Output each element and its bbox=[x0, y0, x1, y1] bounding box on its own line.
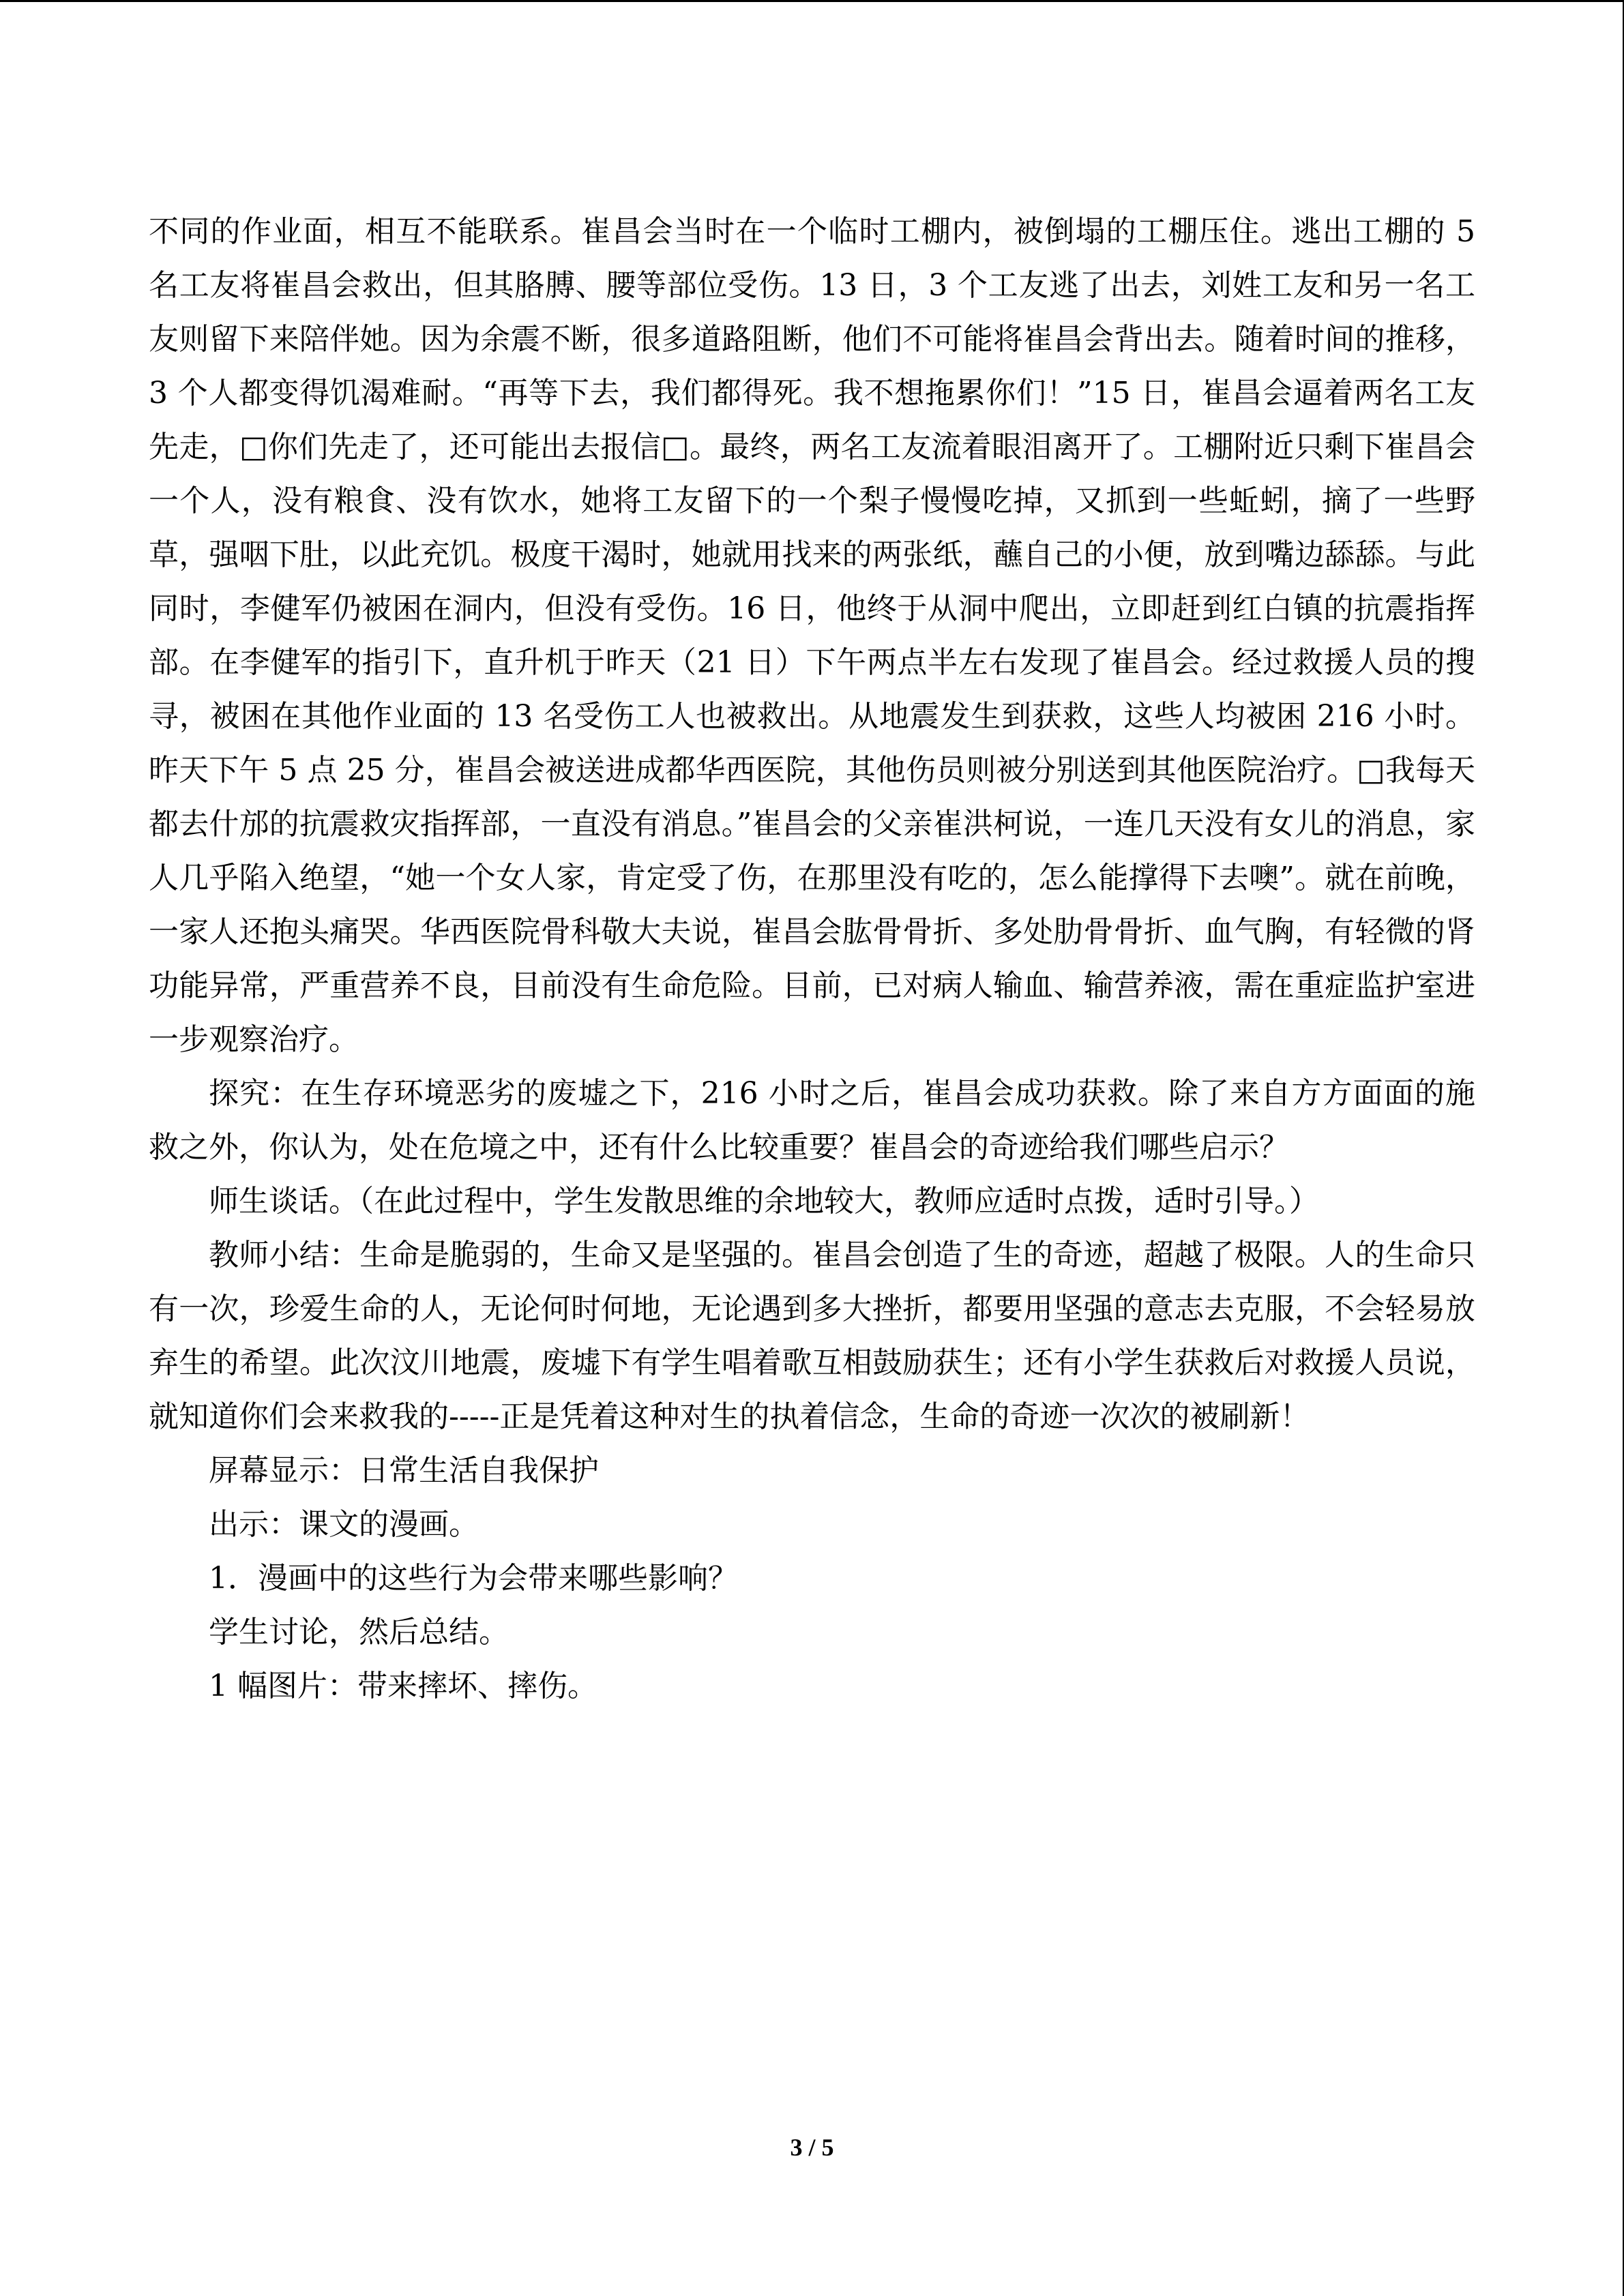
paragraph-question-1: 1．漫画中的这些行为会带来哪些影响？ bbox=[209, 1561, 738, 1596]
paragraph-picture-1: 1 幅图片：带来摔坏、摔伤。 bbox=[209, 1669, 597, 1703]
paragraph-show-comic: 出示：课文的漫画。 bbox=[209, 1507, 479, 1542]
paragraph-screen-display: 屏幕显示：日常生活自我保护 bbox=[209, 1453, 599, 1488]
document-body bbox=[149, 205, 1475, 1713]
paragraph-discussion: 师生谈话。（在此过程中，学生发散思维的余地较大，教师应适时点拨，适时引导。） bbox=[209, 1184, 1319, 1219]
top-border-line bbox=[0, 0, 1624, 2]
paragraph-story: 不同的作业面，相互不能联系。崔昌会当时在一个临时工棚内，被倒塌的工棚压住。逃出工棚的 5 名工友将崔昌会救出，但其胳膊、腰等部位受伤。13 日，3 个工友逃了出去，刘姓工友和另一名工友则留下来陪伴她。因为余震不断，很多道路阻断，他们不可能将崔昌会背出去。随着时间的推移，3 个人都变得饥渴难耐。“再等下去，我们都得死。我不想拖累你们！”15 日，崔昌会逼着两名工友先走，□你们先走了，还可能出去报信□。最终，两名工友流着眼泪离开了。工棚附近只剩下崔昌会一个人，没有粮食、没有饮水，她将工友留下的一个梨子慢慢吃掉，又抓到一些蚯蚓，摘了一些野草，强咽下肚，以此充饥。极度干渴时，她就用找来的两张纸，蘸自己的小便，放到嘴边舔舔。与此同时，李健军仍被困在洞内，但没有受伤。16 日，他终于从洞中爬出，立即赶到红白镇的抗震指挥部。在李健军的指引下，直升机于昨天（21 日）下午两点半左右发现了崔昌会。经过救援人员的搜寻，被困在其他作业面的 13 名受伤工人也被救出。从地震发生到获救，这些人均被困 216 小时。昨天下午 5 点 25 分，崔昌会被送进成都华西医院，其他伤员则被分别送到其他医院治疗。□我每天都去什邡的抗震救灾指挥部，一直没有消息。”崔昌会的父亲崔洪柯说，一连几天没有女儿的消息，家人几乎陷入绝望，“她一个女人家，肯定受了伤，在那里没有吃的，怎么能撑得下去噢”。就在前晚，一家人还抱头痛哭。华西医院骨科敬大夫说，崔昌会肱骨骨折、多处肋骨骨折、血气胸，有轻微的肾功能异常，严重营养不良，目前没有生命危险。目前，已对病人输血、输营养液，需在重症监护室进一步观察治疗。 bbox=[149, 214, 1475, 1057]
paragraph-student-discussion: 学生讨论，然后总结。 bbox=[209, 1615, 509, 1650]
paragraph-teacher-summary: 教师小结：生命是脆弱的，生命又是坚强的。崔昌会创造了生的奇迹，超越了极限。人的生命只有一次，珍爱生命的人，无论何时何地，无论遇到多大挫折，都要用坚强的意志去克服，不会轻易放弃生的希望。此次汶川地震，废墟下有学生唱着歌互相鼓励获生；还有小学生获救后对救援人员说，就知道你们会来救我的-----正是凭着这种对生的执着信念，生命的奇迹一次次的被刷新！ bbox=[149, 1238, 1475, 1434]
paragraph-inquiry: 探究：在生存环境恶劣的废墟之下，216 小时之后，崔昌会成功获救。除了来自方方面面的施救之外，你认为，处在危境之中，还有什么比较重要？崔昌会的奇迹给我们哪些启示？ bbox=[149, 1076, 1475, 1165]
page-number: 3 / 5 bbox=[790, 2134, 834, 2161]
